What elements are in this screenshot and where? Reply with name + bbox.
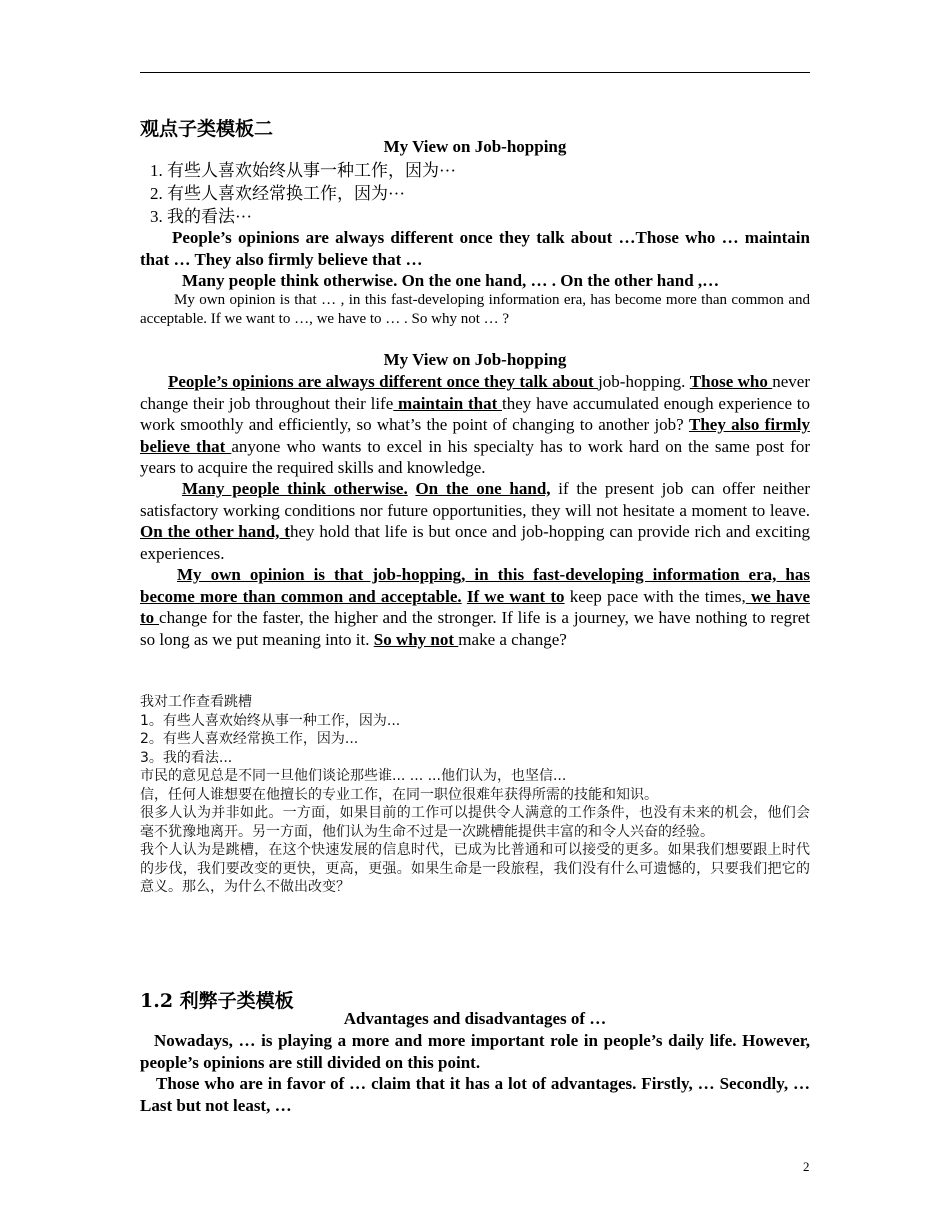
text: job-hopping. xyxy=(598,372,690,391)
translation-line: 我对工作查看跳槽 xyxy=(140,694,252,710)
essay-paragraph-1 xyxy=(140,371,810,479)
essay-paragraph-2 xyxy=(140,478,810,564)
text: if the present job can offer neither satisfactory working conditions nor future opportunities, they will not hesitate a moment to leave. xyxy=(140,479,811,520)
section-heading: 观点子类模板二 xyxy=(140,118,274,140)
phrase: My own opinion is that job-hopping, in this fast-developing information era, has become more than common and acceptable. xyxy=(140,565,810,606)
essay-title: My View on Job-hopping xyxy=(383,350,567,369)
translation-line: 3。我的看法... xyxy=(140,749,233,766)
text: keep pace with the times, xyxy=(564,586,746,606)
essay-paragraph-3 xyxy=(140,564,810,650)
phrase: On the other hand, t xyxy=(140,522,290,541)
outline-item-1: 1. 有些人喜欢始终从事一种工作，因为··· xyxy=(150,161,456,180)
template-title: My View on Job-hopping xyxy=(383,137,567,156)
phrase: maintain that xyxy=(393,393,503,413)
phrase: Many people think otherwise. xyxy=(182,479,408,498)
phrase: If we want to xyxy=(466,586,565,606)
text: anyone who wants to excel in his specialty has to work hard on the same post for years to acquire the required skills and knowledge. xyxy=(140,436,810,477)
section2-paragraph-1: Nowadays, … is playing a more and more important role in people’s daily life. However, people’s opinions are still divided on this point. xyxy=(140,1031,810,1072)
phrase: People’s opinions are always different once they talk about xyxy=(168,372,599,391)
translation-paragraph: 我个人认为是跳槽，在这个快速发展的信息时代，已成为比普通和可以接受的更多。如果我们想要跟上时代的步伐，我们要改变的更快，更高，更强。如果生命是一段旅程，我们没有什么可遗憾的，只要我们把它的意义。那么，为什么不做出改变？ xyxy=(140,842,810,895)
template-paragraph-3: My own opinion is that … , in this fast-developing information era, has become more than common and acceptable. If we want to …, we have to … . So why not … ? xyxy=(140,292,810,327)
section-heading-2: 1.2 利弊子类模板 xyxy=(140,990,294,1012)
phrase: On the one hand, xyxy=(415,479,551,498)
phrase: They also firmly believe that xyxy=(140,415,810,456)
template-paragraph-1: People’s opinions are always different once they talk about …Those who … maintain that … They also firmly believe that … xyxy=(140,228,810,269)
translation-line: 信，任何人谁想要在他擅长的专业工作，在同一职位很难年获得所需的技能和知识。 xyxy=(140,786,658,803)
outline-item-3: 3. 我的看法··· xyxy=(150,207,252,226)
text: hey hold that life is but once and job-hopping can provide rich and exciting experiences. xyxy=(140,522,811,563)
translation-line: 1。有些人喜欢始终从事一种工作，因为... xyxy=(140,712,401,729)
text: change for the faster, the higher and the stronger. If life is a journey, we have nothing to regret so long as we put meaning into it. xyxy=(140,608,811,649)
page-number: 2 xyxy=(803,1159,810,1174)
outline-item-2: 2. 有些人喜欢经常换工作，因为··· xyxy=(150,184,405,203)
header-rule xyxy=(140,72,810,73)
text: make a change? xyxy=(458,629,567,649)
template-paragraph-2: Many people think otherwise. On the one hand, … . On the other hand ,… xyxy=(182,271,720,290)
section2-paragraph-2: Those who are in favor of … claim that it has a lot of advantages. Firstly, … Secondly, … Last but not least, … xyxy=(140,1074,810,1115)
text: they have accumulated enough experience to work smoothly and efficiently, so what’s the point of changing to another job? xyxy=(140,393,810,434)
translation-block xyxy=(140,693,810,897)
translation-line: 市民的意见总是不同一旦他们谈论那些谁... ... ...他们认为，也坚信... xyxy=(140,768,567,784)
phrase: So why not xyxy=(373,629,459,649)
section2-title: Advantages and disadvantages of … xyxy=(343,1009,607,1028)
phrase: Those who xyxy=(689,372,773,391)
text: never change their job throughout their life xyxy=(140,372,810,413)
phrase: we have to xyxy=(140,586,810,627)
translation-paragraph: 很多人认为并非如此。一方面，如果目前的工作可以提供令人满意的工作条件，也没有未来的机会，他们会毫不犹豫地离开。另一方面，他们认为生命不过是一次跳槽能提供丰富的和令人兴奋的经验。 xyxy=(140,805,810,840)
translation-line: 2。有些人喜欢经常换工作，因为... xyxy=(140,731,359,747)
